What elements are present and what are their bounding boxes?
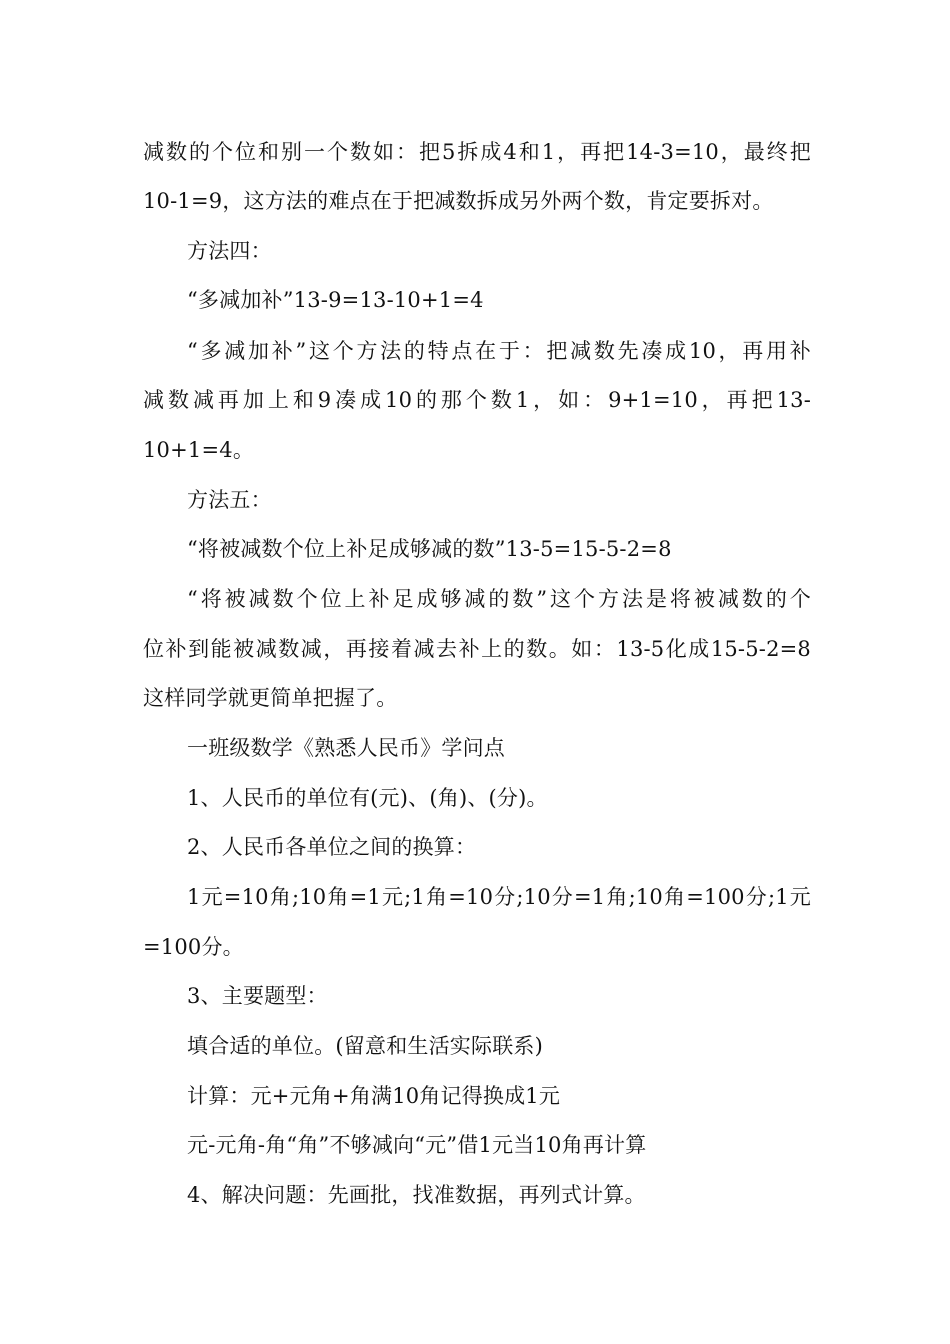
section-heading: 方法五： bbox=[187, 488, 272, 512]
list-item: 4、解决问题：先画批，找准数据，再列式计算。 bbox=[187, 1183, 646, 1207]
section-title: 一班级数学《熟悉人民币》学问点 bbox=[187, 736, 505, 760]
paragraph-line: 1元=10角;10角=1元;1角=10分;10分=1角;10角=100分;1元 bbox=[187, 885, 811, 909]
list-item: 2、人民币各单位之间的换算： bbox=[187, 835, 477, 859]
paragraph-line: =100分。 bbox=[143, 935, 244, 959]
paragraph-line: 元-元角-角“角”不够减向“元”借1元当10角再计算 bbox=[187, 1133, 647, 1157]
paragraph-line: 10+1=4。 bbox=[143, 438, 255, 462]
paragraph-line: 计算：元+元角+角满10角记得换成1元 bbox=[187, 1084, 561, 1108]
paragraph-line: 减数减再加上和9凑成10的那个数1，如：9+1=10，再把13- bbox=[143, 388, 811, 412]
paragraph-line: “多减加补”13-9=13-10+1=4 bbox=[187, 288, 484, 312]
list-item: 1、人民币的单位有(元)、(角)、(分)。 bbox=[187, 786, 548, 810]
paragraph-line: “将被减数个位上补足成够减的数”这个方法是将被减数的个 bbox=[187, 587, 811, 611]
paragraph-line: 减数的个位和别一个数如：把5拆成4和1，再把14-3=10，最终把 bbox=[143, 140, 811, 164]
paragraph-line: 10-1=9，这方法的难点在于把减数拆成另外两个数，肯定要拆对。 bbox=[143, 189, 774, 213]
paragraph-line: 这样同学就更简单把握了。 bbox=[143, 686, 398, 710]
paragraph-line: 位补到能被减数减，再接着减去补上的数。如：13-5化成15-5-2=8 bbox=[143, 637, 811, 661]
section-heading: 方法四： bbox=[187, 239, 272, 263]
list-item: 3、主要题型： bbox=[187, 984, 328, 1008]
paragraph-line: “多减加补”这个方法的特点在于：把减数先凑成10，再用补 bbox=[187, 339, 811, 363]
paragraph-line: 填合适的单位。(留意和生活实际联系) bbox=[187, 1034, 543, 1058]
paragraph-line: “将被减数个位上补足成够减的数”13-5=15-5-2=8 bbox=[187, 537, 672, 561]
